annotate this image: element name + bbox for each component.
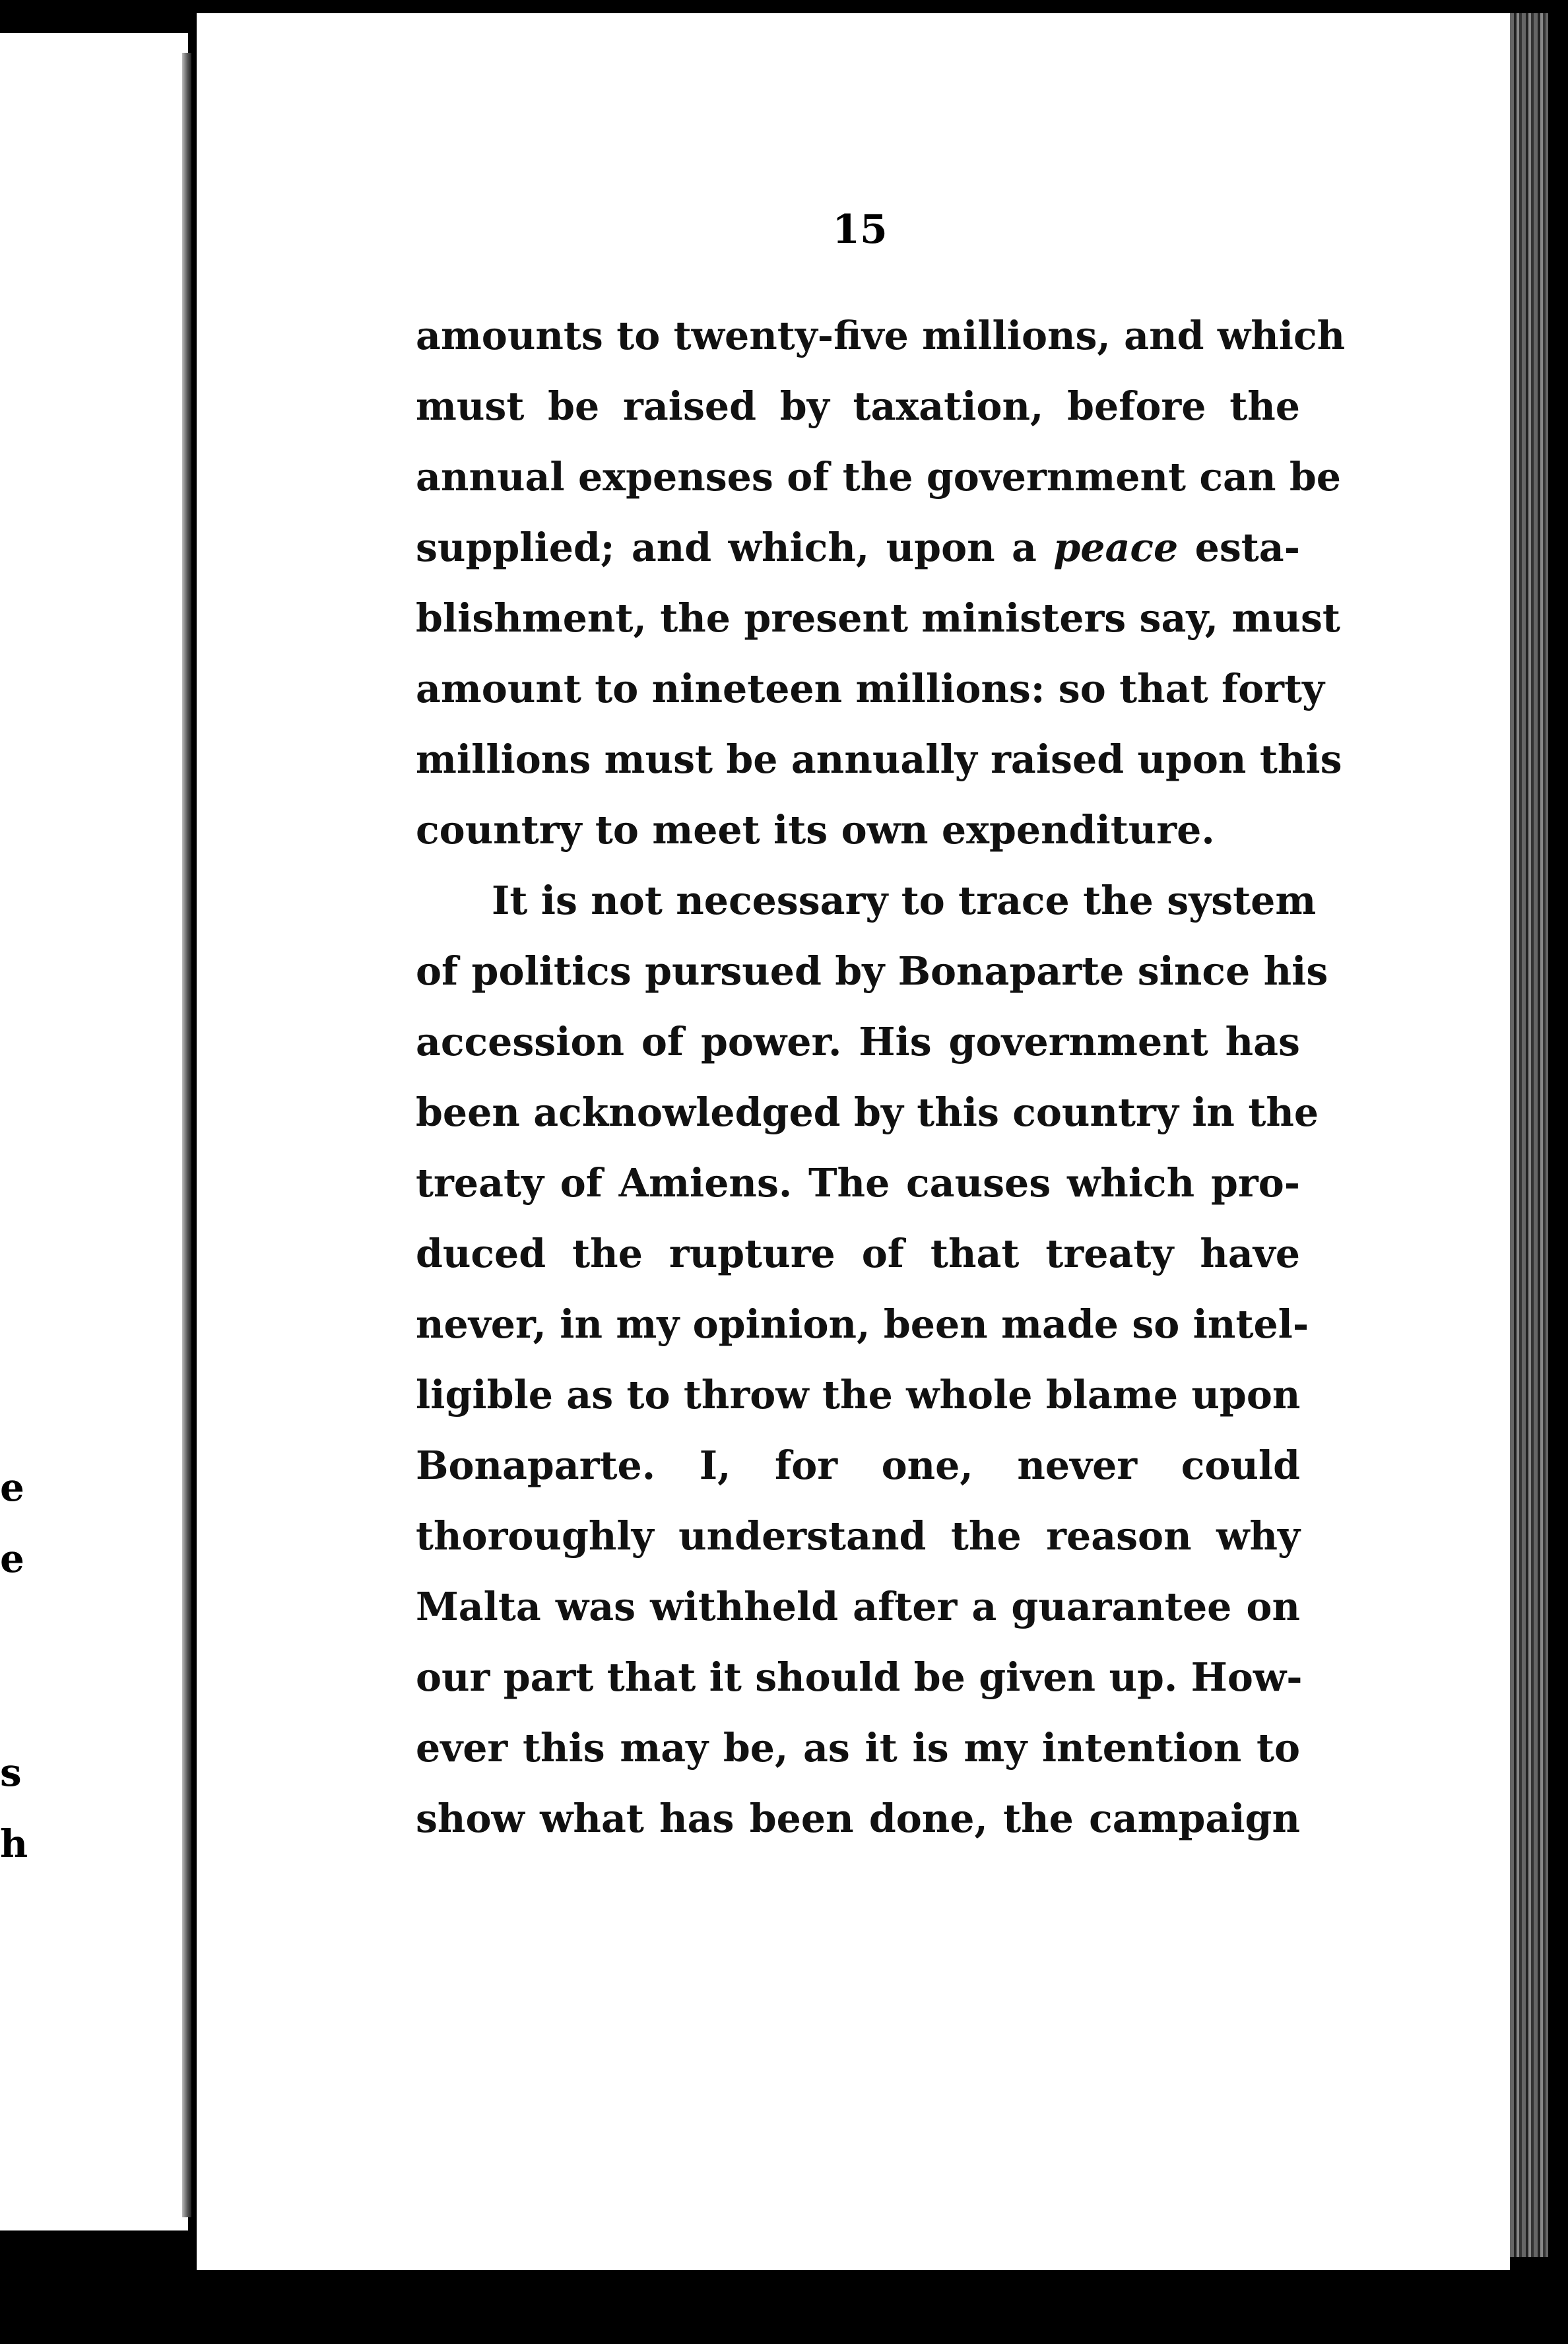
margin-letter: h (0, 1821, 28, 1866)
text-line: millions must be annually raised upon this (416, 736, 1342, 782)
text-line: duced the rupture of that treaty have (416, 1231, 1300, 1276)
margin-letter: e (0, 1536, 24, 1581)
text-line: annual expenses of the government can be (416, 454, 1341, 500)
page-number-text: 15 (832, 207, 888, 253)
text-line: show what has been done, the campaign (416, 1796, 1300, 1841)
text-line: Malta was withheld after a guarantee on (416, 1584, 1300, 1629)
previous-page (0, 33, 188, 2230)
body-text (416, 300, 1346, 1854)
text-line: of politics pursued by Bonaparte since his (416, 948, 1328, 994)
margin-letter: s (0, 1750, 22, 1795)
text-line: ever this may be, as it is my intention to (416, 1725, 1300, 1771)
text-line: accession of power. His government has (416, 1019, 1300, 1064)
text-line: blishment, the present ministers say, must (416, 595, 1340, 641)
previous-page-margin-letters (0, 1452, 26, 1879)
text-line: must be raised by taxation, before the (416, 383, 1300, 429)
text-line: thoroughly understand the reason why (416, 1513, 1300, 1559)
text-line: Bonaparte. I, for one, never could (416, 1443, 1300, 1488)
page-edges (1510, 13, 1548, 2257)
text-line: amounts to twenty-five millions, and which (416, 313, 1346, 358)
text-line: It is not necessary to trace the system (492, 878, 1317, 923)
text-line: amount to nineteen millions: so that forty (416, 666, 1324, 711)
text-line: supplied; and which, upon a peace esta- (416, 525, 1300, 570)
text-line: been acknowledged by this country in the (416, 1090, 1319, 1135)
book-gutter (182, 53, 191, 2217)
margin-letter: e (0, 1465, 24, 1510)
text-line: never, in my opinion, been made so intel- (416, 1301, 1309, 1347)
text-line: country to meet its own expenditure. (416, 807, 1215, 853)
text-line: ligible as to throw the whole blame upon (416, 1372, 1301, 1417)
text-line: our part that it should be given up. How- (416, 1654, 1303, 1700)
page-number (0, 207, 1568, 253)
margin-letter-gap (0, 1594, 26, 1737)
text-line: treaty of Amiens. The causes which pro- (416, 1160, 1300, 1206)
